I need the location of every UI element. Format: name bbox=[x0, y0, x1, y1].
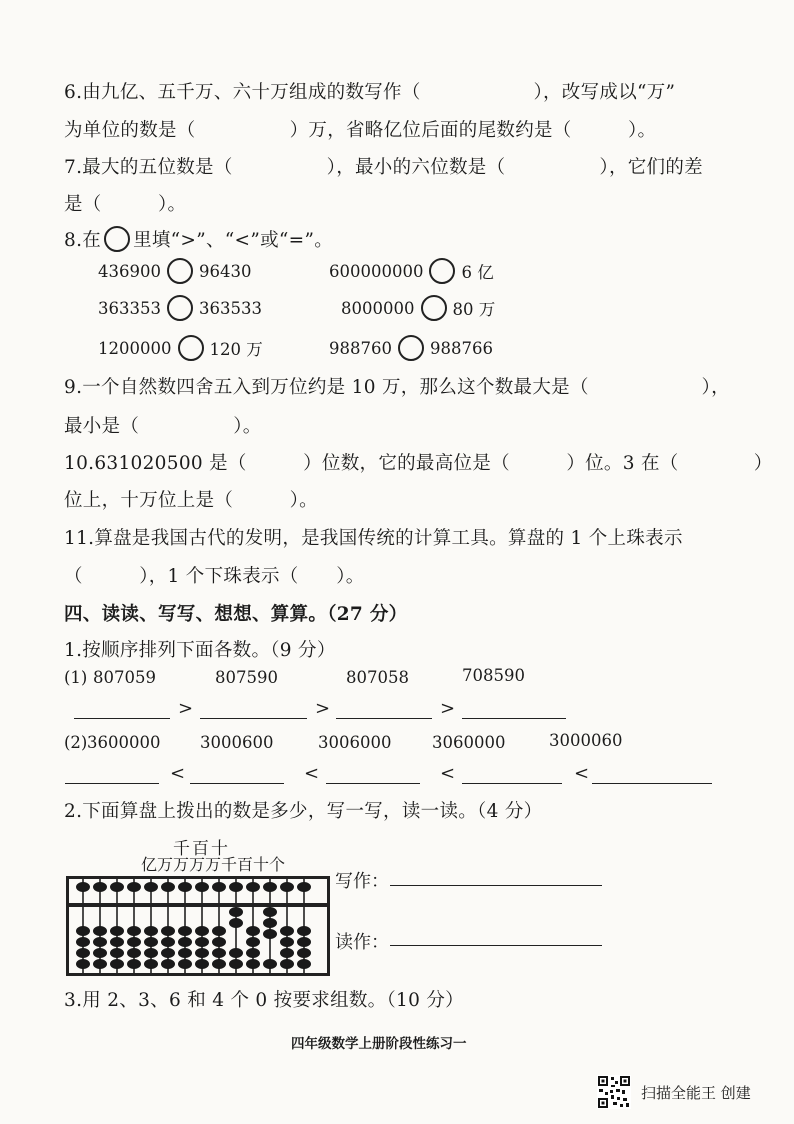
compare-circle[interactable] bbox=[421, 295, 447, 321]
row2-number: 3006000 bbox=[318, 733, 392, 752]
row1-number: 807059 bbox=[93, 668, 156, 687]
answer-blank[interactable] bbox=[336, 700, 432, 719]
compare-right: 120 万 bbox=[209, 340, 263, 359]
compare-right: 363533 bbox=[199, 298, 262, 318]
part3-title: 3.用 2、3、6 和 4 个 0 按要求组数。（10 分） bbox=[64, 990, 464, 1011]
compare-left: 1200000 bbox=[98, 338, 172, 358]
scanner-watermark: 扫描全能王 创建 bbox=[641, 1084, 751, 1102]
row1-number: 807058 bbox=[346, 668, 409, 687]
q11-line2: （ ），1 个下珠表示（ ）。 bbox=[64, 566, 365, 587]
lt-sign: < bbox=[304, 763, 320, 784]
write-answer-blank[interactable] bbox=[390, 867, 602, 886]
q8-instruction bbox=[64, 226, 333, 252]
q7-line2: 是（ ）。 bbox=[64, 194, 187, 215]
q9-line1: 9.一个自然数四舍五入到万位约是 10 万，那么这个数最大是（ ）， bbox=[64, 377, 730, 398]
q9-line2: 最小是（ ）。 bbox=[64, 416, 262, 437]
abacus-drawing bbox=[69, 879, 327, 973]
q10-line1: 10.631020500 是（ ）位数，它的最高位是（ ）位。3 在（ ） bbox=[64, 453, 773, 474]
row2-label: (2) bbox=[64, 733, 88, 752]
footer-title: 四年级数学上册阶段性练习一 bbox=[291, 1036, 467, 1052]
lt-sign: < bbox=[574, 763, 590, 784]
answer-blank[interactable] bbox=[592, 765, 712, 784]
compare-circle[interactable] bbox=[429, 258, 455, 284]
compare-item bbox=[98, 335, 263, 361]
answer-blank[interactable] bbox=[462, 765, 562, 784]
compare-right: 988766 bbox=[430, 338, 493, 358]
circle-icon bbox=[104, 226, 130, 252]
q11-line1: 11.算盘是我国古代的发明，是我国传统的计算工具。算盘的 1 个上珠表示 bbox=[64, 528, 683, 549]
qr-code-icon bbox=[597, 1075, 631, 1109]
compare-circle[interactable] bbox=[398, 335, 424, 361]
read-label: 读作： bbox=[335, 932, 389, 953]
gt-sign: > bbox=[315, 698, 331, 719]
compare-item bbox=[341, 295, 495, 321]
row1-label: (1) bbox=[64, 668, 88, 687]
q6-line1: 6.由九亿、五千万、六十万组成的数写作（ ），改写成以“万” bbox=[64, 82, 676, 103]
part1-title: 1.按顺序排列下面各数。（9 分） bbox=[64, 640, 336, 661]
q7-line1: 7.最大的五位数是（ ），最小的六位数是（ ），它们的差 bbox=[64, 157, 703, 178]
answer-blank[interactable] bbox=[65, 765, 159, 784]
answer-blank[interactable] bbox=[462, 700, 566, 719]
compare-item bbox=[98, 258, 252, 284]
abacus-top-labels: 千百十 bbox=[173, 839, 230, 859]
compare-right: 6 亿 bbox=[461, 263, 494, 282]
row2-number: 3600000 bbox=[87, 733, 161, 752]
answer-blank[interactable] bbox=[74, 700, 170, 719]
row2-number: 3000600 bbox=[200, 733, 274, 752]
gt-sign: > bbox=[178, 698, 194, 719]
answer-blank[interactable] bbox=[200, 700, 307, 719]
row2-number: 3060000 bbox=[432, 733, 506, 752]
q6-line2: 为单位的数是（ ）万，省略亿位后面的尾数约是（ ）。 bbox=[64, 120, 657, 141]
answer-blank[interactable] bbox=[190, 765, 284, 784]
lt-sign: < bbox=[170, 763, 186, 784]
compare-left: 8000000 bbox=[341, 298, 415, 318]
row1-number: 708590 bbox=[462, 666, 525, 685]
row2-number: 3000060 bbox=[549, 731, 623, 750]
compare-right: 96430 bbox=[199, 261, 252, 281]
answer-blank[interactable] bbox=[326, 765, 420, 784]
compare-circle[interactable] bbox=[178, 335, 204, 361]
compare-right: 80 万 bbox=[452, 300, 496, 319]
compare-item bbox=[98, 295, 262, 321]
compare-left: 363353 bbox=[98, 298, 161, 318]
compare-item bbox=[329, 258, 494, 284]
abacus bbox=[66, 876, 330, 976]
q8-prefix: 8.在 bbox=[64, 230, 102, 251]
compare-left: 600000000 bbox=[329, 261, 424, 281]
compare-circle[interactable] bbox=[167, 295, 193, 321]
part2-title: 2.下面算盘上拨出的数是多少，写一写，读一读。（4 分） bbox=[64, 801, 543, 822]
lt-sign: < bbox=[440, 763, 456, 784]
q8-suffix: 里填“>”、“<”或“=”。 bbox=[133, 230, 334, 251]
gt-sign: > bbox=[440, 698, 456, 719]
row1-number: 807590 bbox=[215, 668, 278, 687]
compare-circle[interactable] bbox=[167, 258, 193, 284]
compare-item bbox=[329, 335, 493, 361]
compare-left: 988760 bbox=[329, 338, 392, 358]
read-answer-blank[interactable] bbox=[390, 927, 602, 946]
write-label: 写作： bbox=[335, 871, 389, 892]
compare-left: 436900 bbox=[98, 261, 161, 281]
q10-line2: 位上，十万位上是（ ）。 bbox=[64, 490, 318, 511]
section4-heading: 四、读读、写写、想想、算算。（27 分） bbox=[64, 604, 408, 625]
abacus-bottom-labels: 亿万万万万千百十个 bbox=[141, 855, 286, 874]
